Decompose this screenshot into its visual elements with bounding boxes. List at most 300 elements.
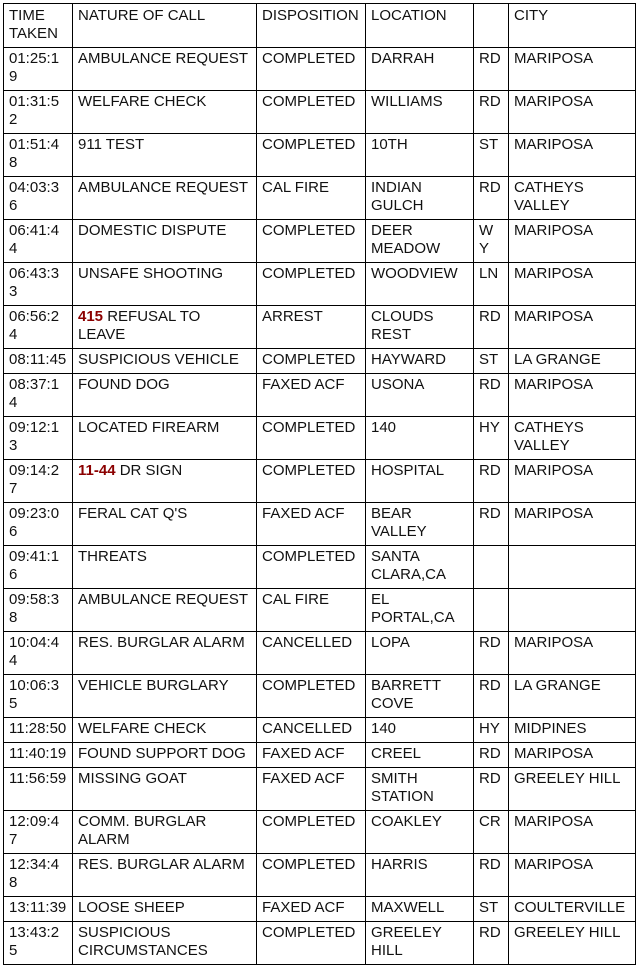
nature-cell — [73, 220, 257, 263]
disposition-cell — [257, 743, 366, 768]
location-cell — [366, 546, 474, 589]
location-cell — [366, 718, 474, 743]
nature-cell — [73, 743, 257, 768]
disposition-text: CANCELLED — [262, 720, 353, 737]
nature-cell — [73, 374, 257, 417]
city-cell — [509, 897, 636, 922]
nature-cell — [73, 546, 257, 589]
location-text: 10TH — [371, 136, 408, 153]
nature-cell — [73, 503, 257, 546]
time-text: 13:11:39 — [9, 899, 67, 916]
disposition-text: COMPLETED — [262, 265, 356, 282]
city-text: MARIPOSA — [514, 376, 594, 393]
street-suffix-cell — [474, 91, 509, 134]
table-row — [4, 48, 636, 91]
location-text: 140 — [371, 720, 397, 737]
location-text: SANTA CLARA,CA — [371, 548, 447, 583]
street-suffix-text: ST — [479, 351, 499, 368]
nature-text: LOCATED FIREARM — [78, 419, 220, 436]
city-text: MARIPOSA — [514, 745, 594, 762]
nature-text: FOUND SUPPORT DOG — [78, 745, 246, 762]
disposition-cell — [257, 91, 366, 134]
location-cell — [366, 417, 474, 460]
header-street-suffix — [474, 4, 509, 48]
location-cell — [366, 460, 474, 503]
street-suffix-cell — [474, 306, 509, 349]
street-suffix-text: RD — [479, 376, 501, 393]
time-cell — [4, 374, 73, 417]
disposition-cell — [257, 897, 366, 922]
city-text: MARIPOSA — [514, 634, 594, 651]
disposition-cell — [257, 460, 366, 503]
street-suffix-cell — [474, 503, 509, 546]
nature-cell — [73, 263, 257, 306]
time-text: 06:56:24 — [9, 308, 60, 343]
disposition-cell — [257, 718, 366, 743]
street-suffix-cell — [474, 177, 509, 220]
time-cell — [4, 768, 73, 811]
time-cell — [4, 460, 73, 503]
nature-cell — [73, 306, 257, 349]
time-cell — [4, 811, 73, 854]
call-log-table — [3, 3, 636, 965]
header-location: LOCATION — [366, 4, 474, 48]
header-city: CITY — [509, 4, 636, 48]
city-text: MARIPOSA — [514, 265, 594, 282]
street-suffix-text: RD — [479, 179, 501, 196]
nature-cell — [73, 417, 257, 460]
time-cell — [4, 897, 73, 922]
nature-cell — [73, 632, 257, 675]
nature-text: AMBULANCE REQUEST — [78, 179, 249, 196]
disposition-cell — [257, 589, 366, 632]
street-suffix-text: HY — [479, 419, 500, 436]
location-text: CLOUDS REST — [371, 308, 434, 343]
nature-text: WELFARE CHECK — [78, 720, 207, 737]
location-text: WILLIAMS — [371, 93, 443, 110]
city-cell — [509, 91, 636, 134]
location-cell — [366, 632, 474, 675]
nature-cell — [73, 589, 257, 632]
location-cell — [366, 134, 474, 177]
table-row — [4, 589, 636, 632]
disposition-cell — [257, 48, 366, 91]
nature-text: LOOSE SHEEP — [78, 899, 185, 916]
time-text: 01:31:52 — [9, 93, 60, 128]
street-suffix-cell — [474, 743, 509, 768]
location-text: LOPA — [371, 634, 410, 651]
disposition-cell — [257, 134, 366, 177]
city-text: COULTERVILLE — [514, 899, 626, 916]
nature-cell — [73, 675, 257, 718]
time-text: 06:43:33 — [9, 265, 60, 300]
time-text: 10:04:44 — [9, 634, 60, 669]
location-cell — [366, 220, 474, 263]
time-text: 11:40:19 — [9, 745, 67, 762]
street-suffix-text: ST — [479, 899, 499, 916]
location-cell — [366, 306, 474, 349]
street-suffix-text: RD — [479, 856, 501, 873]
table-row — [4, 854, 636, 897]
disposition-text: ARREST — [262, 308, 323, 325]
nature-cell — [73, 897, 257, 922]
street-suffix-text: RD — [479, 462, 501, 479]
city-text: MARIPOSA — [514, 308, 594, 325]
street-suffix-cell — [474, 718, 509, 743]
street-suffix-cell — [474, 417, 509, 460]
nature-text: RES. BURGLAR ALARM — [78, 856, 245, 873]
street-suffix-text: RD — [479, 634, 501, 651]
nature-cell — [73, 811, 257, 854]
nature-text: 911 TEST — [78, 136, 145, 153]
disposition-text: FAXED ACF — [262, 770, 345, 787]
street-suffix-cell — [474, 897, 509, 922]
table-row — [4, 374, 636, 417]
location-cell — [366, 177, 474, 220]
table-row — [4, 306, 636, 349]
table-row — [4, 349, 636, 374]
disposition-cell — [257, 854, 366, 897]
time-cell — [4, 263, 73, 306]
location-cell — [366, 922, 474, 965]
location-text: SMITH STATION — [371, 770, 434, 805]
nature-text: REFUSAL TO LEAVE — [78, 308, 201, 343]
street-suffix-text: RD — [479, 50, 501, 67]
city-cell — [509, 854, 636, 897]
location-text: USONA — [371, 376, 425, 393]
location-text: EL PORTAL,CA — [371, 591, 455, 626]
disposition-text: COMPLETED — [262, 351, 356, 368]
street-suffix-text: LN — [479, 265, 499, 282]
nature-text: THREATS — [78, 548, 147, 565]
nature-text: AMBULANCE REQUEST — [78, 591, 249, 608]
street-suffix-cell — [474, 349, 509, 374]
street-suffix-cell — [474, 48, 509, 91]
header-row — [4, 4, 636, 48]
location-text: HARRIS — [371, 856, 428, 873]
time-cell — [4, 503, 73, 546]
location-cell — [366, 854, 474, 897]
time-text: 08:11:45 — [9, 351, 67, 368]
street-suffix-cell — [474, 546, 509, 589]
street-suffix-text: RD — [479, 505, 501, 522]
nature-cell — [73, 48, 257, 91]
city-text: CATHEYS VALLEY — [514, 419, 584, 454]
street-suffix-text: WY — [479, 222, 494, 257]
disposition-text: COMPLETED — [262, 136, 356, 153]
location-text: HOSPITAL — [371, 462, 445, 479]
location-text: BARRETT COVE — [371, 677, 441, 712]
time-text: 01:51:48 — [9, 136, 60, 171]
street-suffix-text: RD — [479, 93, 501, 110]
time-cell — [4, 718, 73, 743]
disposition-text: COMPLETED — [262, 222, 356, 239]
disposition-text: FAXED ACF — [262, 376, 345, 393]
table-row — [4, 897, 636, 922]
time-text: 13:43:25 — [9, 924, 60, 959]
city-cell — [509, 460, 636, 503]
street-suffix-text: RD — [479, 770, 501, 787]
location-text: GREELEY HILL — [371, 924, 442, 959]
disposition-text: COMPLETED — [262, 548, 356, 565]
city-cell — [509, 134, 636, 177]
call-code: 415 — [78, 308, 104, 325]
table-row — [4, 263, 636, 306]
table-row — [4, 177, 636, 220]
time-cell — [4, 546, 73, 589]
disposition-cell — [257, 503, 366, 546]
street-suffix-cell — [474, 854, 509, 897]
street-suffix-text: RD — [479, 308, 501, 325]
disposition-cell — [257, 768, 366, 811]
time-text: 09:14:27 — [9, 462, 60, 497]
nature-text: FOUND DOG — [78, 376, 170, 393]
city-cell — [509, 177, 636, 220]
street-suffix-cell — [474, 922, 509, 965]
location-text: DEER MEADOW — [371, 222, 441, 257]
location-text: INDIAN GULCH — [371, 179, 424, 214]
disposition-cell — [257, 374, 366, 417]
disposition-text: COMPLETED — [262, 419, 356, 436]
nature-text: SUSPICIOUS CIRCUMSTANCES — [78, 924, 208, 959]
nature-text: RES. BURGLAR ALARM — [78, 634, 245, 651]
header-disposition: DISPOSITION — [257, 4, 366, 48]
table-row — [4, 718, 636, 743]
disposition-text: COMPLETED — [262, 462, 356, 479]
street-suffix-text: HY — [479, 720, 500, 737]
nature-cell — [73, 768, 257, 811]
disposition-cell — [257, 417, 366, 460]
city-cell — [509, 675, 636, 718]
time-cell — [4, 349, 73, 374]
disposition-text: FAXED ACF — [262, 505, 345, 522]
street-suffix-cell — [474, 632, 509, 675]
disposition-text: CANCELLED — [262, 634, 353, 651]
time-cell — [4, 922, 73, 965]
table-row — [4, 546, 636, 589]
time-text: 09:41:16 — [9, 548, 60, 583]
call-log-body — [4, 48, 636, 965]
location-cell — [366, 503, 474, 546]
time-text: 11:56:59 — [9, 770, 67, 787]
location-cell — [366, 811, 474, 854]
city-text: MARIPOSA — [514, 462, 594, 479]
city-text: MARIPOSA — [514, 222, 594, 239]
nature-text: VEHICLE BURGLARY — [78, 677, 229, 694]
street-suffix-text: ST — [479, 136, 499, 153]
nature-cell — [73, 91, 257, 134]
city-text: MARIPOSA — [514, 50, 594, 67]
city-cell — [509, 417, 636, 460]
city-cell — [509, 589, 636, 632]
location-cell — [366, 897, 474, 922]
disposition-text: COMPLETED — [262, 677, 356, 694]
nature-text: DOMESTIC DISPUTE — [78, 222, 227, 239]
time-text: 11:28:50 — [9, 720, 67, 737]
table-row — [4, 675, 636, 718]
city-cell — [509, 48, 636, 91]
disposition-text: FAXED ACF — [262, 745, 345, 762]
time-cell — [4, 854, 73, 897]
time-text: 01:25:19 — [9, 50, 60, 85]
time-text: 08:37:14 — [9, 376, 60, 411]
location-text: COAKLEY — [371, 813, 442, 830]
disposition-text: CAL FIRE — [262, 591, 329, 608]
location-cell — [366, 589, 474, 632]
disposition-cell — [257, 177, 366, 220]
header-time-taken: TIME TAKEN — [4, 4, 73, 48]
disposition-cell — [257, 220, 366, 263]
city-cell — [509, 306, 636, 349]
time-text: 12:34:48 — [9, 856, 60, 891]
disposition-text: COMPLETED — [262, 50, 356, 67]
table-row — [4, 134, 636, 177]
city-cell — [509, 922, 636, 965]
street-suffix-cell — [474, 811, 509, 854]
city-text: MARIPOSA — [514, 505, 594, 522]
time-cell — [4, 632, 73, 675]
street-suffix-cell — [474, 589, 509, 632]
city-cell — [509, 546, 636, 589]
location-cell — [366, 263, 474, 306]
street-suffix-cell — [474, 460, 509, 503]
nature-text: AMBULANCE REQUEST — [78, 50, 249, 67]
disposition-text: COMPLETED — [262, 813, 356, 830]
nature-cell — [73, 718, 257, 743]
location-text: MAXWELL — [371, 899, 445, 916]
table-row — [4, 922, 636, 965]
time-text: 09:58:38 — [9, 591, 60, 626]
time-text: 09:12:13 — [9, 419, 60, 454]
city-text: GREELEY HILL — [514, 770, 621, 787]
disposition-cell — [257, 546, 366, 589]
street-suffix-cell — [474, 134, 509, 177]
city-text: LA GRANGE — [514, 677, 601, 694]
disposition-cell — [257, 675, 366, 718]
city-cell — [509, 811, 636, 854]
table-row — [4, 91, 636, 134]
table-row — [4, 503, 636, 546]
time-cell — [4, 177, 73, 220]
time-cell — [4, 589, 73, 632]
time-cell — [4, 306, 73, 349]
street-suffix-text: CR — [479, 813, 501, 830]
time-cell — [4, 134, 73, 177]
location-cell — [366, 374, 474, 417]
table-row — [4, 768, 636, 811]
location-text: HAYWARD — [371, 351, 446, 368]
nature-text: DR SIGN — [119, 462, 183, 479]
disposition-cell — [257, 922, 366, 965]
city-cell — [509, 220, 636, 263]
city-cell — [509, 743, 636, 768]
disposition-text: COMPLETED — [262, 93, 356, 110]
city-text: MARIPOSA — [514, 136, 594, 153]
nature-cell — [73, 922, 257, 965]
nature-text: COMM. BURGLAR ALARM — [78, 813, 207, 848]
city-text: MARIPOSA — [514, 813, 594, 830]
time-text: 06:41:44 — [9, 222, 60, 257]
street-suffix-cell — [474, 374, 509, 417]
street-suffix-text: RD — [479, 677, 501, 694]
disposition-cell — [257, 306, 366, 349]
location-cell — [366, 91, 474, 134]
time-text: 12:09:47 — [9, 813, 60, 848]
table-row — [4, 417, 636, 460]
nature-cell — [73, 134, 257, 177]
disposition-cell — [257, 349, 366, 374]
city-text: MARIPOSA — [514, 856, 594, 873]
location-cell — [366, 675, 474, 718]
nature-text: FERAL CAT Q'S — [78, 505, 188, 522]
city-cell — [509, 263, 636, 306]
time-text: 10:06:35 — [9, 677, 60, 712]
table-row — [4, 632, 636, 675]
time-cell — [4, 417, 73, 460]
time-cell — [4, 91, 73, 134]
location-cell — [366, 349, 474, 374]
city-cell — [509, 503, 636, 546]
time-cell — [4, 743, 73, 768]
city-cell — [509, 349, 636, 374]
street-suffix-text: RD — [479, 924, 501, 941]
disposition-text: COMPLETED — [262, 856, 356, 873]
disposition-text: FAXED ACF — [262, 899, 345, 916]
header-nature-of-call: NATURE OF CALL — [73, 4, 257, 48]
location-cell — [366, 48, 474, 91]
street-suffix-cell — [474, 675, 509, 718]
city-cell — [509, 768, 636, 811]
time-text: 04:03:36 — [9, 179, 60, 214]
location-text: WOODVIEW — [371, 265, 458, 282]
location-text: CREEL — [371, 745, 422, 762]
location-cell — [366, 768, 474, 811]
location-text: 140 — [371, 419, 397, 436]
street-suffix-cell — [474, 220, 509, 263]
table-row — [4, 220, 636, 263]
time-cell — [4, 48, 73, 91]
time-cell — [4, 220, 73, 263]
city-text: MIDPINES — [514, 720, 587, 737]
nature-cell — [73, 177, 257, 220]
table-row — [4, 743, 636, 768]
city-text: GREELEY HILL — [514, 924, 621, 941]
nature-text: UNSAFE SHOOTING — [78, 265, 224, 282]
city-text: LA GRANGE — [514, 351, 601, 368]
city-cell — [509, 632, 636, 675]
street-suffix-cell — [474, 768, 509, 811]
street-suffix-text: RD — [479, 745, 501, 762]
call-code: 11-44 — [78, 462, 116, 479]
table-row — [4, 811, 636, 854]
table-row — [4, 460, 636, 503]
street-suffix-cell — [474, 263, 509, 306]
disposition-text: CAL FIRE — [262, 179, 329, 196]
disposition-cell — [257, 811, 366, 854]
time-text: 09:23:06 — [9, 505, 60, 540]
nature-cell — [73, 854, 257, 897]
city-text: MARIPOSA — [514, 93, 594, 110]
location-text: DARRAH — [371, 50, 435, 67]
nature-cell — [73, 460, 257, 503]
city-text: CATHEYS VALLEY — [514, 179, 584, 214]
disposition-cell — [257, 632, 366, 675]
location-cell — [366, 743, 474, 768]
nature-text: MISSING GOAT — [78, 770, 187, 787]
disposition-cell — [257, 263, 366, 306]
city-cell — [509, 374, 636, 417]
nature-cell — [73, 349, 257, 374]
